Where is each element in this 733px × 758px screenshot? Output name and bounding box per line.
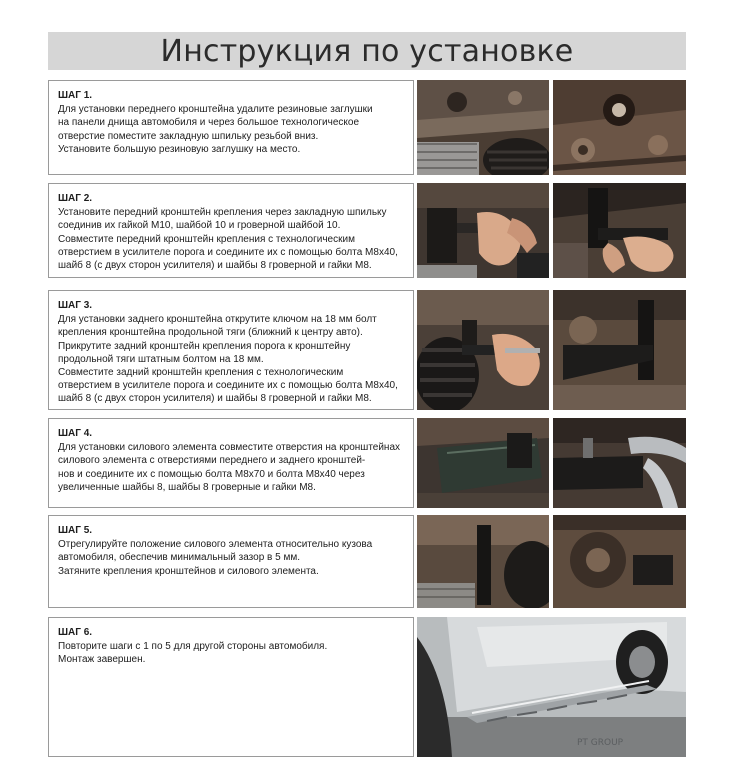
step-3 [48,290,686,410]
step-3-text [48,290,414,410]
step-3-body: Для установки заднего кронштейна открутите ключом на 18 мм болт крепления кронштейна продольной тяги (ближний к центру авто). Прикрутите задний кронштейн крепления порога к кронштейну продольной тяги штатным болтом на 18 мм. Совместите задний кронштейн крепления с технологическим отверстием в усилителе порога и соедините их с помощью болта М8х40, шайб 8 (с двух сторон усилителя) и шайбы 8 гроверной и гайки М8. [58,314,398,405]
step-4 [48,418,686,508]
step-2 [48,183,686,278]
photo-front-bracket-bolt [553,183,686,278]
page-title: Инструкция по установке [160,33,574,69]
step-2-body: Установите передний кронштейн крепления через закладную шпильку соединив их гайкой М10, шайбой 10 и гроверной шайбой 10. Совместите передний кронштейн крепления с технологическим отверстием в усилителе порога и соедините их с помощью болта М8х40, шайб 8 (с двух сторон усилителя) и шайбы 8 гроверной и гайки М8. [58,207,398,272]
step-4-text [48,418,414,508]
photo-finished-side-step [417,617,686,757]
step-6-body: Повторите шаги с 1 по 5 для другой стороны автомобиля. Монтаж завершен. [58,641,328,666]
step-3-heading: ШАГ 3. [58,300,93,311]
step-6-heading: ШАГ 6. [58,627,93,638]
step-1-body: Для установки переднего кронштейна удалите резиновые заглушки на панели днища автомобиля и через большое технологическое отверстие поместите закладную шпильку резьбой вниз. Установите большую резиновую заглушку на место. [58,104,373,155]
photo-power-element-align [417,418,549,508]
step-6-text [48,617,414,757]
step-2-heading: ШАГ 2. [58,193,93,204]
photo-power-element-bolted [553,418,686,508]
photo-underbody-rubber-plug [417,80,549,175]
photo-technological-hole [553,80,686,175]
step-5 [48,515,686,608]
step-4-body: Для установки силового элемента совместите отверстия на кронштейнах силового элемента с отверстиями переднего и заднего кронштей- нов и соедините их с помощью болта М8х70 и болта М8х40 через увеличенные шайбы 8, шайбы 8 гроверные и гайки М8. [58,442,401,493]
step-1-text [48,80,414,175]
step-5-body: Отрегулируйте положение силового элемента относительно кузова автомобиля, обеспечив минимальный зазор в 5 мм. Затяните крепления кронштейнов и силового элемента. [58,539,373,577]
photo-rear-bracket-mounted [553,290,686,410]
title-bar [48,32,686,70]
step-4-heading: ШАГ 4. [58,428,93,439]
step-5-heading: ШАГ 5. [58,525,93,536]
watermark-text: PT GROUP [577,738,624,748]
photo-gap-adjust [417,515,549,608]
photo-fasteners-tightened [553,515,686,608]
step-1-heading: ШАГ 1. [58,90,93,101]
step-2-text [48,183,414,278]
photo-front-bracket-install [417,183,549,278]
step-6 [48,617,686,757]
step-1 [48,80,686,175]
photo-rear-bracket-wrench [417,290,549,410]
step-5-text [48,515,414,608]
